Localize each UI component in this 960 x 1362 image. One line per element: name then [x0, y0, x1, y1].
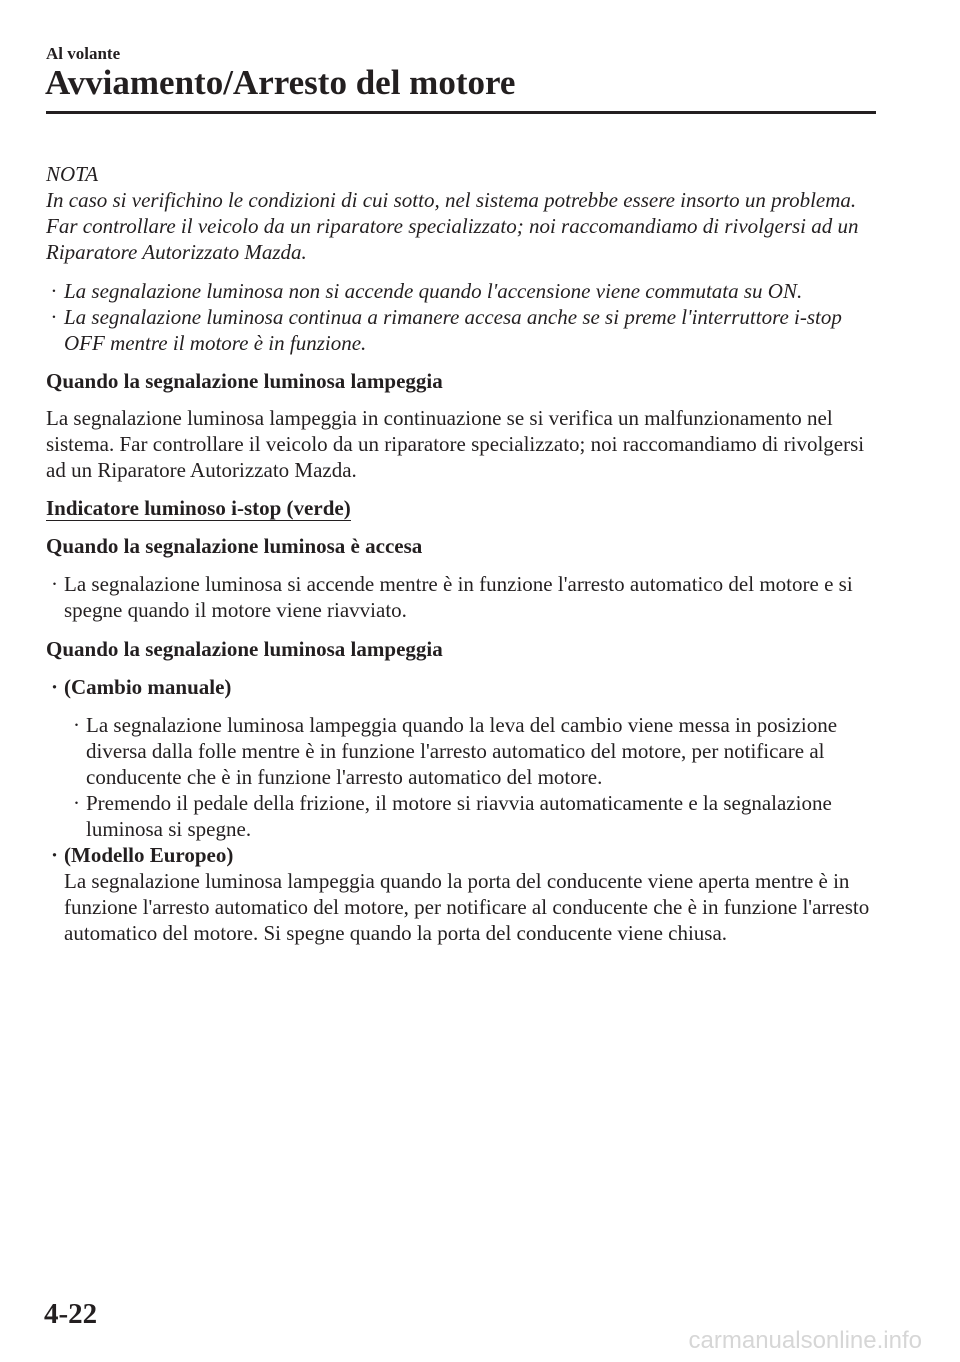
note-bullet [46, 278, 876, 304]
bullet-dot-icon: · [51, 843, 59, 867]
note-body: In caso si verifichino le condizioni di cui sotto, nel sistema potrebbe essere insorto un problema. Far controllare il veicolo da un riparatore specializzato; noi raccomandiamo di rivolgersi ad un Riparatore Autorizzato Mazda. [46, 188, 859, 264]
istop-heading: Indicatore luminoso i-stop (verde) [46, 496, 351, 520]
european-model-body: La segnalazione luminosa lampeggia quando la porta del conducente viene aperta mentre è in funzione l'arresto automatico del motore, per notificare al conducente che è in funzione l'arresto automatico del motore. Si spegne quando la porta del conducente viene chiusa. [64, 869, 870, 945]
istop-on-heading: Quando la segnalazione luminosa è accesa [46, 534, 423, 558]
watermark: carmanualsonline.info [688, 1327, 922, 1354]
bullet-dot-icon: · [73, 791, 80, 815]
blink-heading: Quando la segnalazione luminosa lampeggia [46, 369, 443, 393]
manual-transmission-label [46, 674, 876, 700]
blink-body: La segnalazione luminosa lampeggia in continuazione se si verifica un malfunzionamento nel sistema. Far controllare il veicolo da un riparatore specializzato; noi raccomandiamo di rivolgersi ad un Riparatore Autorizzato Mazda. [46, 406, 865, 482]
title-divider [46, 111, 876, 114]
manual-bullet-text: Premendo il pedale della frizione, il motore si riavvia automaticamente e la segnalazione luminosa si spegne. [86, 791, 832, 841]
manual-bullet [68, 712, 876, 790]
manual-transmission-text: (Cambio manuale) [64, 675, 232, 699]
istop-on-bullet-text: La segnalazione luminosa si accende mentre è in funzione l'arresto automatico del motore e si spegne quando il motore viene riavviato. [64, 572, 853, 622]
istop-on-bullet [46, 571, 876, 623]
note-bullet-text: La segnalazione luminosa non si accende quando l'accensione viene commutata su ON. [64, 279, 803, 303]
note-bullet [46, 304, 876, 356]
bullet-dot-icon: · [51, 305, 57, 329]
european-model-label [46, 842, 876, 868]
manual-bullet [68, 790, 876, 842]
bullet-dot-icon: · [51, 572, 58, 596]
manual-bullet-text: La segnalazione luminosa lampeggia quando la leva del cambio viene messa in posizione diversa dalla folle mentre è in funzione l'arresto automatico del motore, per notificare al conducente che è in funzione l'arresto automatico del motore. [86, 713, 838, 789]
bullet-dot-icon: · [51, 675, 59, 699]
note-label: NOTA [46, 162, 99, 186]
istop-blink-heading: Quando la segnalazione luminosa lampeggia [46, 637, 443, 661]
bullet-dot-icon: · [51, 279, 57, 303]
note-bullet-text: La segnalazione luminosa continua a rimanere accesa anche se si preme l'interruttore i-stop OFF mentre il motore è in funzione. [64, 305, 842, 355]
page-content [46, 161, 876, 946]
chapter-title: Avviamento/Arresto del motore [45, 63, 516, 102]
section-label: Al volante [46, 44, 121, 63]
bullet-dot-icon: · [73, 713, 80, 737]
european-model-text: (Modello Europeo) [64, 843, 234, 867]
page-number: 4-22 [44, 1298, 98, 1330]
